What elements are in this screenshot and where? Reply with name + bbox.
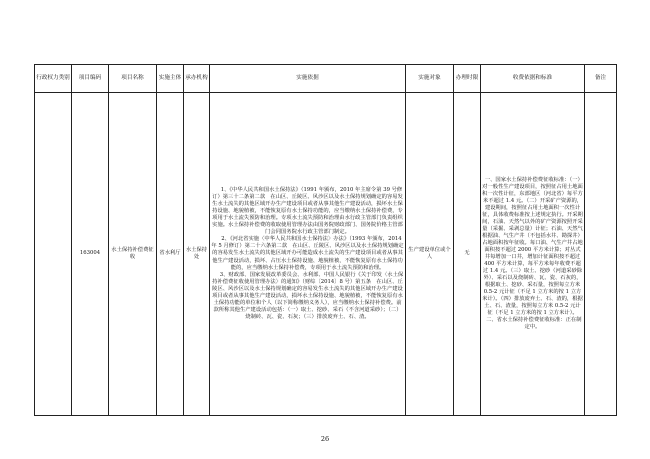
cell-remark <box>585 93 617 416</box>
cell-basis <box>210 93 406 416</box>
page-number: 26 <box>320 435 330 443</box>
cell-office: 水土保持处 <box>184 93 210 416</box>
administrative-power-table <box>34 64 617 416</box>
header-office: 承办机构 <box>184 65 210 93</box>
cell-subject: 省水利厅 <box>157 93 184 416</box>
fee-paragraph-1: 一、国家水土保持补偿费征收标准：（一）对一般性生产建设项目，按照征占用土地面积一次性计征，东部地区（河北省）每平方米不超过 1.4 元。（二）开采矿产资源的，建设期间，按照征占用土地面积一次性计征，具体收费标准按上述规定执行。开采期间，石油、天然气以外的矿产资源按照开采量（采掘、采剥总量）计征；石油、天然气根据油、气生产井（不包括水井、勘探井）占地面积按年征收。每口油、气生产井占地面积按不超过 2000 平方米计算；对丛式井每增加一口井，增加计征面积按不超过 400 平方米计算，每平方米每年收费不超过 1.4 元。（三）取土、挖砂（河道采砂除外）、采石以及烧制砖、瓦、瓷、石灰的，根据取土、挖砂、采石量，按照每立方米 0.5-2 元计征（不足 1 立方米的按 1 立方米计）。（四）排放废弃土、石、渣的，根据土、石、渣量，按照每立方米 0.5-2 元计征（不足 1 立方米的按 1 立方米计）。 <box>482 176 583 317</box>
header-target: 实施对象 <box>406 65 454 93</box>
basis-paragraph-1: 1、《中华人民共和国水土保持法》（1991 年颁布，2010 年主席令第 39 号修订）第三十二条第二款 在山区、丘陵区、风沙区以及水土保持规划确定的容易发生水土流失的其他区域开办生产建设项目或者从事其他生产建设活动，损坏水土保持设施、地貌植被，不能恢复原有水土保持功能的，应当缴纳水土保持补偿费，专项用于水土流失预防和治理。专项水土流失预防和治理由水行政主管部门负责组织实施。水土保持补偿费的收取使用管理办法由国务院财政部门、国务院价格主管部门会同国务院水行政主管部门制定。 <box>212 187 403 236</box>
header-subject: 实施主体 <box>157 65 184 93</box>
fee-paragraph-2: 二、省水土保持补偿费征收标准：正在制定中。 <box>486 317 582 331</box>
header-basis: 实施依据 <box>210 65 406 93</box>
cell-name: 水土保持补偿费征收 <box>109 93 157 416</box>
header-remark: 备注 <box>585 65 617 93</box>
header-time-limit: 办理时限 <box>454 65 481 93</box>
table-header-row <box>35 65 617 93</box>
table-row <box>35 93 617 416</box>
header-category: 行政权力类别 <box>35 65 72 93</box>
basis-paragraph-3: 3、财政部、国家发展改革委员会、水利部、中国人民银行《关于印发〈水土保持补偿费征收使用管理办法〉的通知》（财综〔2014〕8 号）第五条 在山区、丘陵区、风沙区以及水土保持规划确定的容易发生水土流失的其他区域开办生产建设项目或者从事其他生产建设活动，损坏水土保持设施、地貌植被，不能恢复原有水土保持功能的单位和个人（以下简称缴纳义务人），应当缴纳水土保持补偿费。前款所称其他生产建设活动包括：（一）取土、挖砂、采石（不含河道采砂）；（二）烧制砖、瓦、瓷、石灰；（三）排放废弃土、石、渣。 <box>212 271 404 320</box>
header-code: 项目编码 <box>72 65 109 93</box>
cell-time-limit: 无 <box>454 93 481 416</box>
cell-target: 生产建设单位或个人 <box>406 93 454 416</box>
cell-code: 163004 <box>72 93 109 416</box>
cell-category <box>35 93 72 416</box>
header-name: 项目名称 <box>109 65 157 93</box>
basis-paragraph-2: 2、《河北省实施〈中华人民共和国水土保持法〉办法》（1993 年颁布，2014 年 5 月修订）第二十六条第二款 在山区、丘陵区、风沙区以及水土保持规划确定的容易发生水土流失的其他区域开办可能造成水土流失的生产建设项目或者从事其他生产建设活动，损坏、占压水土保持设施、地貌植被，不能恢复原有水土保持功能的，应当缴纳水土保持补偿费，专项用于水土流失预防和治理。 <box>211 236 404 271</box>
header-fee: 收费依据和标准 <box>481 65 585 93</box>
cell-fee <box>481 93 585 416</box>
